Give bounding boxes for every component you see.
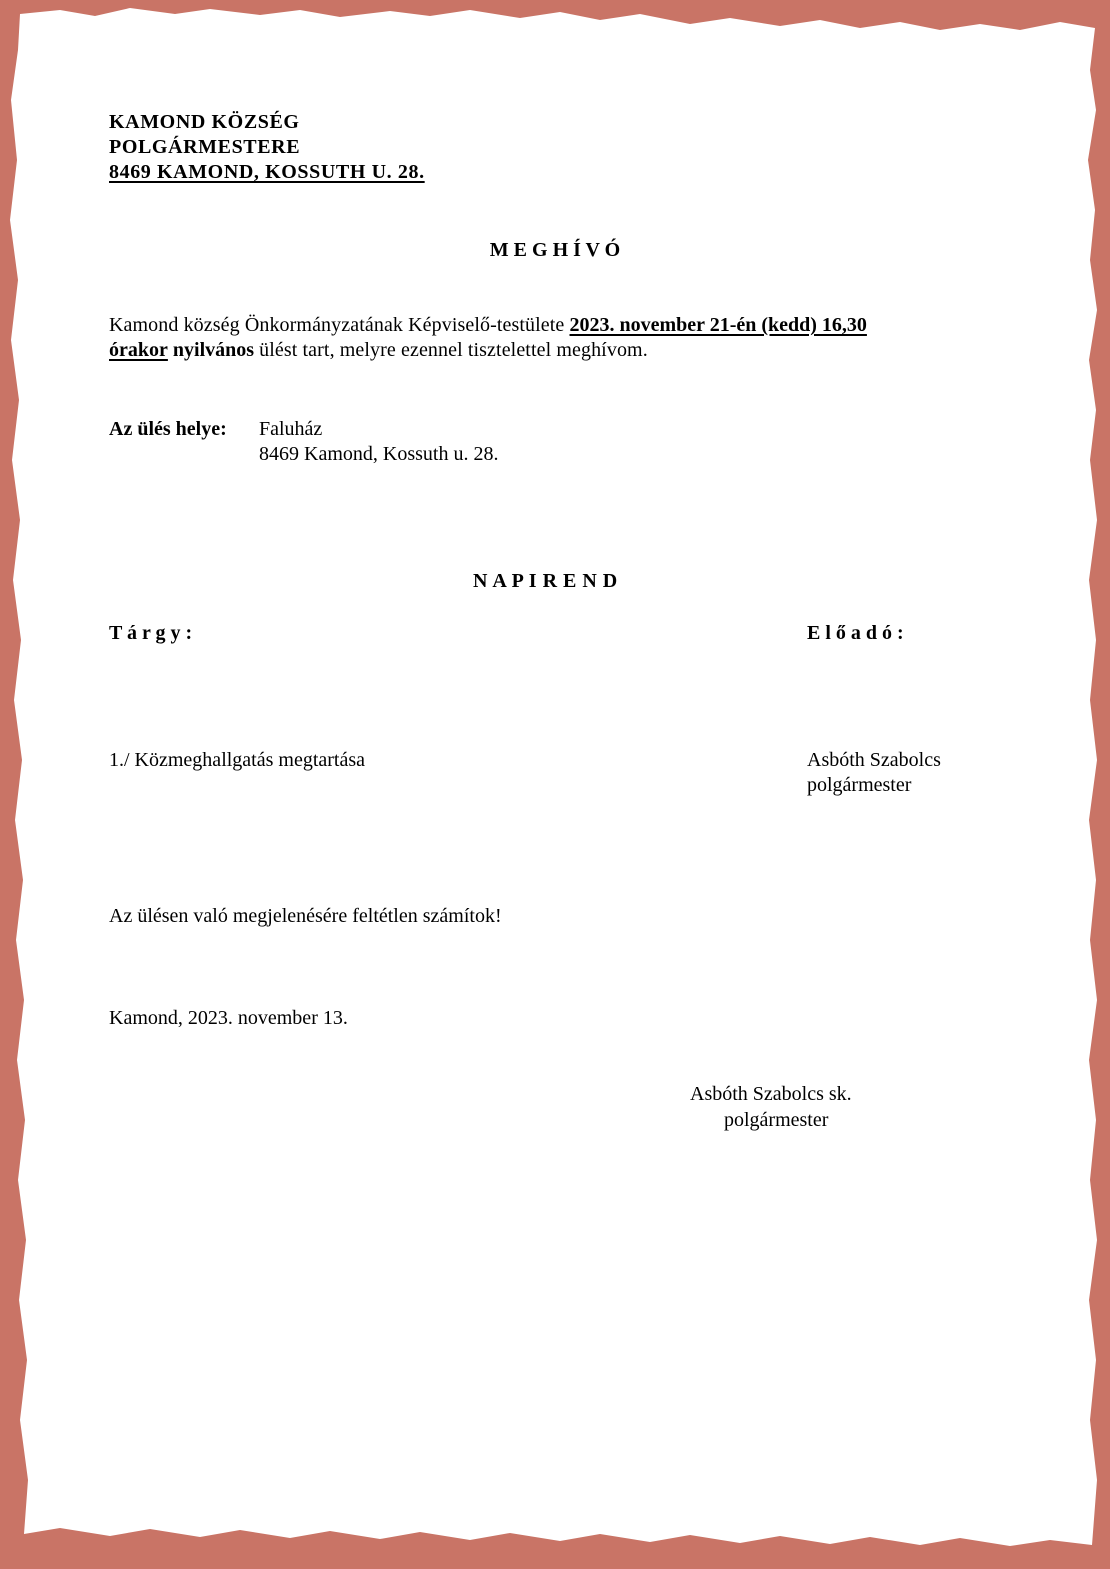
agenda-item-subject: 1./ Közmeghallgatás megtartása [109,749,366,771]
venue-label: Az ülés helye: [109,418,227,440]
meeting-public: nyilvános [172,339,255,361]
presenter-header: E l ő a d ó : [807,622,904,644]
intro-text-start: Kamond község Önkormányzatának Képviselő-testülete [109,314,570,336]
meeting-time-suffix: órakor [109,339,168,361]
intro-text-end: ülést tart, melyre ezennel tisztelettel meghívom. [254,339,648,361]
header-mayor: POLGÁRMESTERE [109,136,301,158]
signature-name: Asbóth Szabolcs sk. [690,1083,852,1105]
meeting-date-time: 2023. november 21-én (kedd) 16,30 [569,314,867,336]
intro-paragraph [109,313,969,363]
agenda-item-presenter-title: polgármester [807,774,912,796]
closing-sentence: Az ülésen való megjelenésére feltétlen számítok! [109,905,502,927]
venue-name: Faluház [259,418,323,440]
venue-address: 8469 Kamond, Kossuth u. 28. [259,443,499,465]
agenda-item-presenter-name: Asbóth Szabolcs [807,749,941,771]
header-address: 8469 KAMOND, KOSSUTH U. 28. [109,161,425,183]
invitation-title: M E G H Í V Ó [489,239,621,261]
agenda-title: N A P I R E N D [473,570,618,592]
subject-header: T á r g y : [109,622,193,644]
header-municipality: KAMOND KÖZSÉG [109,111,300,133]
signature-title: polgármester [724,1109,829,1131]
place-and-date: Kamond, 2023. november 13. [109,1007,348,1029]
document-title [0,238,1110,263]
